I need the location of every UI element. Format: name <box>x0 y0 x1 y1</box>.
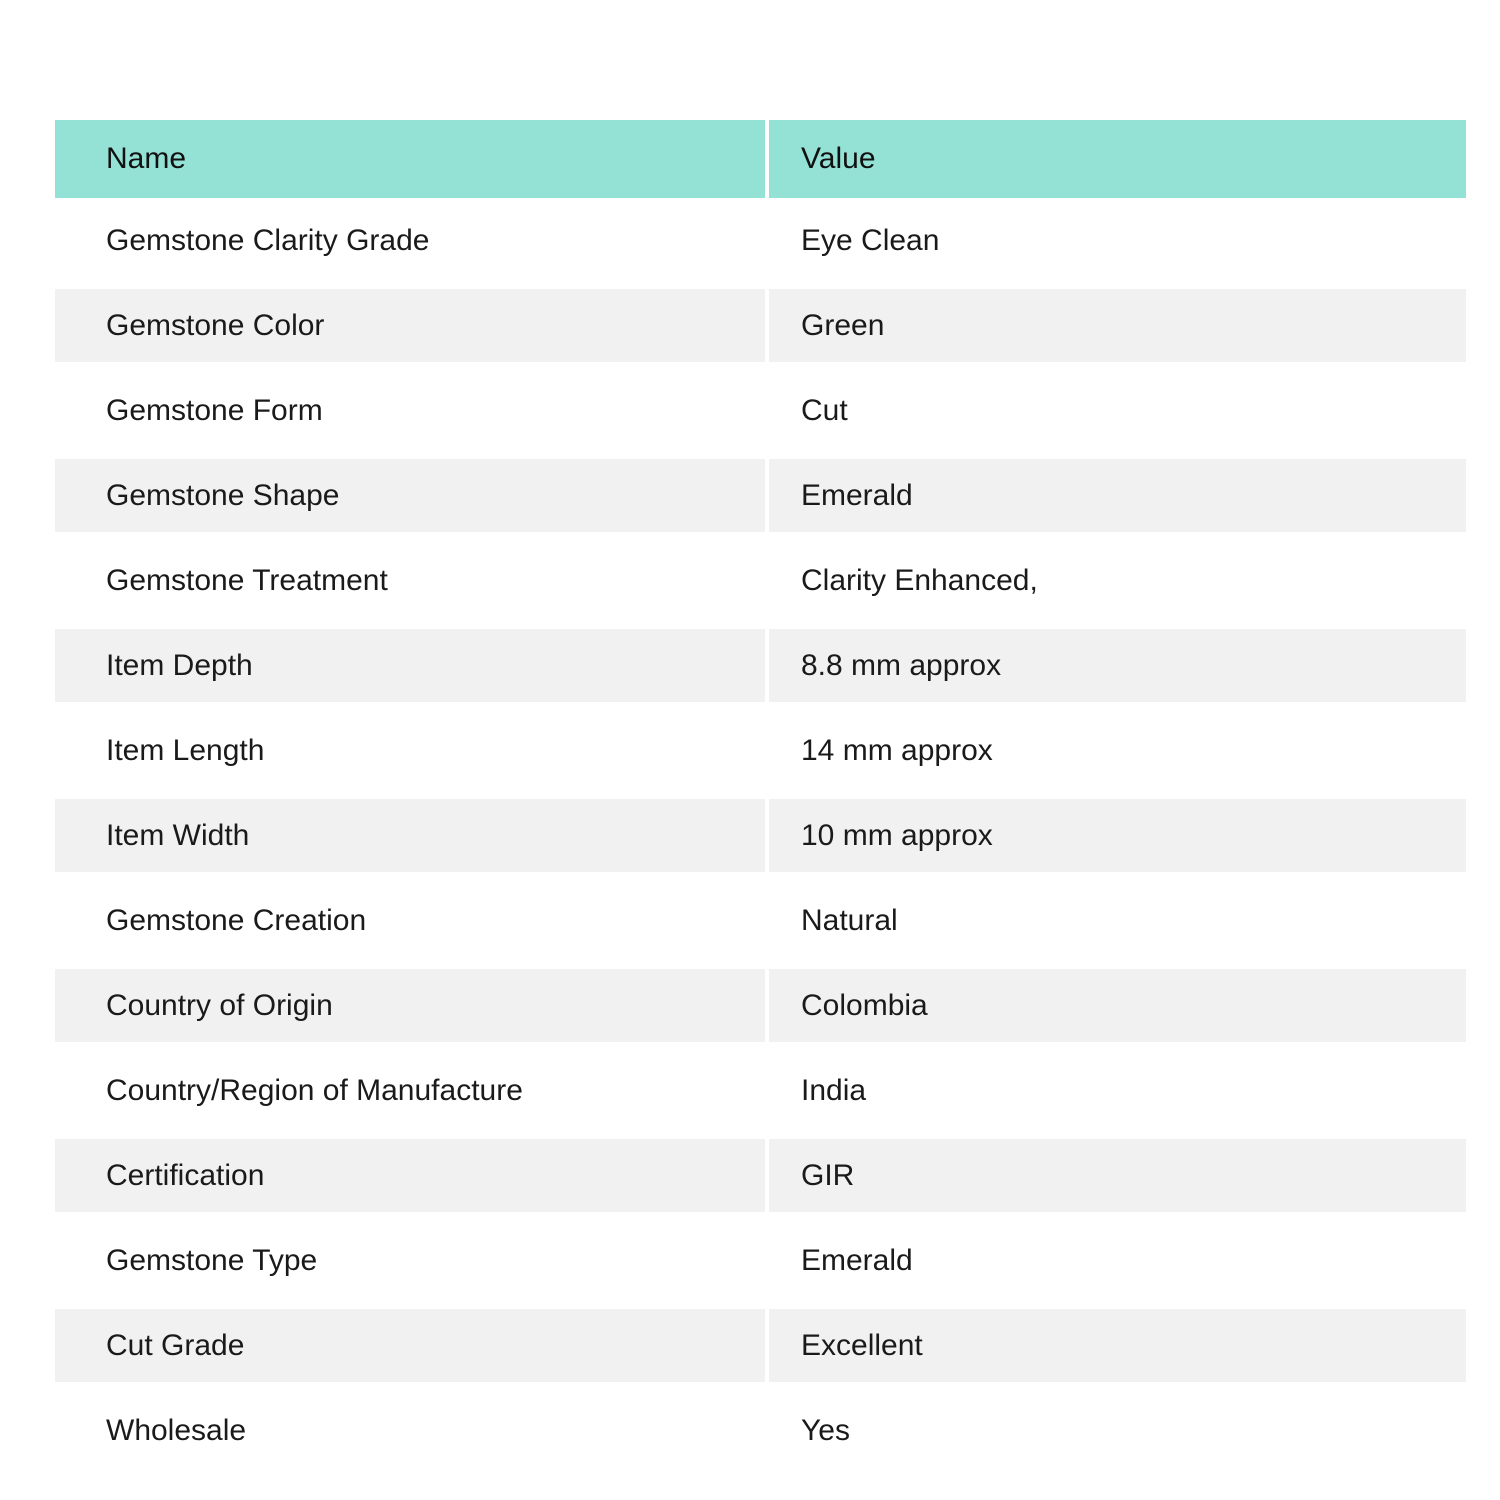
header-cell-name <box>55 120 765 198</box>
row-value-cell <box>769 969 1466 1042</box>
row-name-cell <box>55 969 765 1042</box>
row-name-cell <box>55 1309 765 1382</box>
row-value-cell <box>769 708 1466 793</box>
row-name-text: Cut Grade <box>106 1328 245 1362</box>
row-value-cell <box>769 878 1466 963</box>
row-value-cell <box>769 198 1466 283</box>
row-name-cell <box>55 198 765 283</box>
row-value-text: GIR <box>801 1158 855 1192</box>
row-name-cell <box>55 629 765 702</box>
row-name-cell <box>55 1218 765 1303</box>
row-name-text: Gemstone Treatment <box>106 563 388 597</box>
row-value-text: 14 mm approx <box>801 733 993 767</box>
row-value-text: 10 mm approx <box>801 818 993 852</box>
row-name-text: Gemstone Clarity Grade <box>106 223 430 257</box>
row-name-text: Wholesale <box>106 1413 247 1447</box>
row-value-text: Emerald <box>801 478 913 512</box>
row-value-cell <box>769 799 1466 872</box>
row-name-text: Item Length <box>106 733 265 767</box>
row-name-cell <box>55 368 765 453</box>
row-value-cell <box>769 368 1466 453</box>
row-name-cell <box>55 1388 765 1473</box>
row-name-text: Country of Origin <box>106 988 333 1022</box>
table-row <box>55 1133 1466 1218</box>
row-value-cell <box>769 459 1466 532</box>
row-value-cell <box>769 629 1466 702</box>
row-name-cell <box>55 538 765 623</box>
row-name-text: Country/Region of Manufacture <box>106 1073 523 1107</box>
row-name-cell <box>55 459 765 532</box>
table-row <box>55 963 1466 1048</box>
row-value-text: India <box>801 1073 867 1107</box>
table-header-row <box>55 120 1466 198</box>
table-row <box>55 453 1466 538</box>
table-row <box>55 1303 1466 1388</box>
row-name-text: Gemstone Color <box>106 308 325 342</box>
row-name-text: Gemstone Shape <box>106 478 340 512</box>
table-row <box>55 283 1466 368</box>
row-value-cell <box>769 1218 1466 1303</box>
table-row <box>55 793 1466 878</box>
row-name-cell <box>55 1139 765 1212</box>
table-row <box>55 198 1466 283</box>
table-row <box>55 538 1466 623</box>
row-name-text: Gemstone Form <box>106 393 323 427</box>
row-value-text: Eye Clean <box>801 223 940 257</box>
row-value-cell <box>769 538 1466 623</box>
table-row <box>55 1048 1466 1133</box>
spec-table <box>55 120 1466 1473</box>
row-value-text: Clarity Enhanced, <box>801 563 1038 597</box>
row-value-text: Excellent <box>801 1328 923 1362</box>
row-value-text: Cut <box>801 393 848 427</box>
row-value-text: Emerald <box>801 1243 913 1277</box>
row-name-cell <box>55 289 765 362</box>
table-row <box>55 1218 1466 1303</box>
table-row <box>55 1388 1466 1473</box>
row-name-cell <box>55 1048 765 1133</box>
header-name-label: Name <box>106 142 187 175</box>
row-value-cell <box>769 1048 1466 1133</box>
row-name-text: Certification <box>106 1158 265 1192</box>
row-name-text: Item Depth <box>106 648 253 682</box>
row-value-text: Yes <box>801 1413 850 1447</box>
row-value-text: Green <box>801 308 885 342</box>
table-row <box>55 878 1466 963</box>
header-cell-value <box>769 120 1466 198</box>
row-value-cell <box>769 289 1466 362</box>
row-value-cell <box>769 1388 1466 1473</box>
table-row <box>55 368 1466 453</box>
row-value-text: 8.8 mm approx <box>801 648 1002 682</box>
header-value-label: Value <box>801 142 876 175</box>
row-value-text: Colombia <box>801 988 928 1022</box>
row-name-text: Gemstone Type <box>106 1243 318 1277</box>
row-name-cell <box>55 708 765 793</box>
row-name-text: Item Width <box>106 818 250 852</box>
row-value-cell <box>769 1139 1466 1212</box>
row-name-cell <box>55 799 765 872</box>
row-value-cell <box>769 1309 1466 1382</box>
table-row <box>55 708 1466 793</box>
row-value-text: Natural <box>801 903 898 937</box>
row-name-text: Gemstone Creation <box>106 903 367 937</box>
table-body <box>55 198 1466 1473</box>
table-row <box>55 623 1466 708</box>
row-name-cell <box>55 878 765 963</box>
